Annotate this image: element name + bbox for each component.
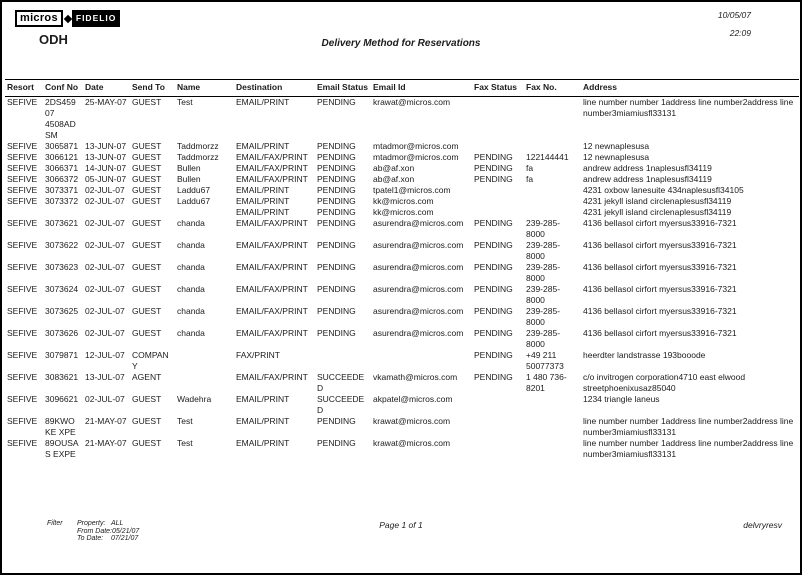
cell: EMAIL/FAX/PRINT: [236, 174, 308, 184]
cell: 4136 bellasol cirfort myersus33916-7321: [583, 284, 737, 294]
cell: chanda: [177, 218, 205, 228]
cell: 4136 bellasol cirfort myersus33916-7321: [583, 240, 737, 250]
cell: [83, 207, 130, 218]
cell: PENDING: [317, 306, 356, 316]
cell: FAX/PRINT: [236, 350, 280, 360]
cell: 05-JUN-07: [85, 174, 127, 184]
cell: andrew address 1naplesusfl34119: [583, 174, 712, 184]
table-row: [5, 328, 799, 350]
cell: 12 newnaplesusa: [583, 141, 650, 151]
report-time: 22:09: [729, 28, 751, 38]
cell: [472, 207, 524, 218]
cell: [524, 97, 581, 142]
cell: EMAIL/PRINT: [236, 394, 290, 404]
column-header-resort: Resort: [5, 80, 43, 97]
cell: 3073621: [45, 218, 79, 228]
cell: 02-JUL-07: [85, 196, 125, 206]
cell: GUEST: [132, 438, 162, 448]
cell: [524, 141, 581, 152]
cell: 4231 oxbow lanesuite 434naplesusfl34105: [583, 185, 744, 195]
cell: 02-JUL-07: [85, 394, 125, 404]
cell: EMAIL/PRINT: [236, 416, 290, 426]
cell: 239-285-8000: [526, 240, 561, 261]
cell: [315, 350, 371, 372]
cell: [524, 416, 581, 438]
logo-diamond-icon: [64, 14, 72, 22]
cell: EMAIL/PRINT: [236, 196, 290, 206]
cell: 1 480 736-8201: [526, 372, 567, 393]
cell: [472, 438, 524, 460]
cell: 3073626: [45, 328, 79, 338]
cell: 3066371: [45, 163, 79, 173]
cell: PENDING: [474, 284, 513, 294]
cell: [524, 185, 581, 196]
column-header-address: Address: [581, 80, 799, 97]
cell: vkamath@micros.com: [373, 372, 458, 382]
cell: GUEST: [132, 152, 162, 162]
cell: [43, 207, 83, 218]
table-row: [5, 218, 799, 240]
table-row: [5, 372, 799, 394]
app-name: ODH: [39, 32, 68, 47]
column-header-date: Date: [83, 80, 130, 97]
cell: chanda: [177, 284, 205, 294]
cell: 13-JUN-07: [85, 141, 127, 151]
cell: 3065871: [45, 141, 79, 151]
cell: 3083621: [45, 372, 79, 382]
filter-from-date-label: From Date:: [77, 527, 113, 535]
cell: 13-JUN-07: [85, 152, 127, 162]
report-title: Delivery Method for Reservations: [321, 38, 481, 49]
cell: 122144441: [526, 152, 569, 162]
cell: line number number 1address line number2address line number3miamiusfl33131: [583, 438, 794, 459]
cell: Test: [177, 416, 193, 426]
cell: [175, 372, 234, 394]
cell: GUEST: [132, 240, 162, 250]
cell: 239-285-8000: [526, 262, 561, 283]
cell: [5, 207, 43, 218]
cell: GUEST: [132, 185, 162, 195]
cell: Laddu67: [177, 185, 211, 195]
cell: PENDING: [317, 185, 356, 195]
table-row: [5, 306, 799, 328]
cell: Test: [177, 438, 193, 448]
cell: asurendra@micros.com: [373, 218, 464, 228]
cell: PENDING: [317, 438, 356, 448]
logo-micros-text: micros: [15, 10, 63, 27]
cell: EMAIL/FAX/PRINT: [236, 218, 308, 228]
cell: mtadmor@micros.com: [373, 152, 459, 162]
cell: asurendra@micros.com: [373, 306, 464, 316]
cell: 4136 bellasol cirfort myersus33916-7321: [583, 306, 737, 316]
cell: heerdter landstrasse 193booode: [583, 350, 706, 360]
cell: SEFIVE: [7, 372, 38, 382]
cell: [472, 196, 524, 207]
cell: GUEST: [132, 196, 162, 206]
cell: GUEST: [132, 416, 162, 426]
cell: GUEST: [132, 174, 162, 184]
cell: chanda: [177, 328, 205, 338]
table-row: [5, 394, 799, 416]
cell: GUEST: [132, 218, 162, 228]
cell: kk@micros.com: [373, 207, 434, 217]
table-row: [5, 185, 799, 196]
cell: PENDING: [317, 174, 356, 184]
cell: [371, 350, 472, 372]
cell: Laddu67: [177, 196, 211, 206]
cell: EMAIL/FAX/PRINT: [236, 163, 308, 173]
cell: fa: [526, 174, 534, 184]
cell: PENDING: [474, 372, 513, 382]
table-row: [5, 262, 799, 284]
table-row: [5, 416, 799, 438]
table-row: [5, 163, 799, 174]
cell: 21-MAY-07: [85, 438, 127, 448]
cell: PENDING: [317, 328, 356, 338]
cell: SEFIVE: [7, 394, 38, 404]
cell: PENDING: [474, 306, 513, 316]
filter-from-date-value: 05/21/07: [112, 527, 140, 535]
page-number: Page 1 of 1: [379, 520, 423, 530]
cell: SEFIVE: [7, 306, 38, 316]
table-row: [5, 284, 799, 306]
micros-fidelio-logo: [15, 10, 120, 27]
cell: SEFIVE: [7, 174, 38, 184]
cell: line number number 1address line number2address line number3miamiusfl33131: [583, 97, 794, 118]
cell: 3073623: [45, 262, 79, 272]
cell: kk@micros.com: [373, 196, 434, 206]
cell: PENDING: [317, 141, 356, 151]
cell: SEFIVE: [7, 262, 38, 272]
cell: 3073624: [45, 284, 79, 294]
cell: Test: [177, 97, 193, 107]
cell: SEFIVE: [7, 416, 38, 426]
cell: 25-MAY-07: [85, 97, 127, 107]
cell: asurendra@micros.com: [373, 262, 464, 272]
cell: [472, 394, 524, 416]
cell: SEFIVE: [7, 350, 38, 360]
column-header-name: Name: [175, 80, 234, 97]
cell: [130, 207, 175, 218]
cell: EMAIL/FAX/PRINT: [236, 262, 308, 272]
cell: PENDING: [317, 240, 356, 250]
cell: krawat@micros.com: [373, 97, 451, 107]
cell: 12-JUL-07: [85, 350, 125, 360]
cell: 3073625: [45, 306, 79, 316]
cell: PENDING: [317, 284, 356, 294]
cell: EMAIL/FAX/PRINT: [236, 306, 308, 316]
cell: 02-JUL-07: [85, 284, 125, 294]
cell: SUCCEEDED: [317, 372, 365, 393]
cell: PENDING: [317, 152, 356, 162]
cell: PENDING: [474, 218, 513, 228]
cell: EMAIL/FAX/PRINT: [236, 152, 308, 162]
cell: 4231 jekyll island circlenaplesusfl34119: [583, 207, 732, 217]
cell: PENDING: [317, 163, 356, 173]
filter-property-value: ALL: [111, 520, 124, 527]
cell: PENDING: [474, 328, 513, 338]
cell: AGENT: [132, 372, 162, 382]
table-row: [5, 97, 799, 142]
cell: ab@af.xon: [373, 163, 415, 173]
cell: SEFIVE: [7, 152, 38, 162]
cell: 3079871: [45, 350, 79, 360]
cell: krawat@micros.com: [373, 416, 451, 426]
cell: [524, 438, 581, 460]
cell: 3066121: [45, 152, 79, 162]
column-header-destination: Destination: [234, 80, 315, 97]
cell: Bullen: [177, 174, 201, 184]
filter-to-date-line: [77, 535, 139, 543]
cell: PENDING: [317, 196, 356, 206]
cell: 3073371: [45, 185, 79, 195]
cell: 14-JUN-07: [85, 163, 127, 173]
cell: SEFIVE: [7, 196, 38, 206]
column-header-fax-status: Fax Status: [472, 80, 524, 97]
cell: asurendra@micros.com: [373, 284, 464, 294]
cell: 4136 bellasol cirfort myersus33916-7321: [583, 262, 737, 272]
cell: 02-JUL-07: [85, 328, 125, 338]
cell: PENDING: [474, 262, 513, 272]
cell: +49 211 50077373: [526, 350, 564, 371]
cell: GUEST: [132, 141, 162, 151]
cell: SEFIVE: [7, 97, 38, 107]
cell: 4231 jekyll island circlenaplesusfl34119: [583, 196, 732, 206]
cell: GUEST: [132, 262, 162, 272]
cell: EMAIL/FAX/PRINT: [236, 372, 308, 382]
cell: SEFIVE: [7, 438, 38, 448]
cell: SEFIVE: [7, 218, 38, 228]
cell: PENDING: [474, 350, 513, 360]
table-row: [5, 174, 799, 185]
cell: SEFIVE: [7, 185, 38, 195]
cell: chanda: [177, 306, 205, 316]
cell: [524, 207, 581, 218]
logo-fidelio-text: FIDELIO: [72, 10, 121, 27]
cell: [175, 207, 234, 218]
cell: 3073372: [45, 196, 79, 206]
cell: tpatel1@micros.com: [373, 185, 451, 195]
table-row: [5, 350, 799, 372]
cell: [472, 185, 524, 196]
cell: 239-285-8000: [526, 284, 561, 305]
cell: 89KWOKE XPE: [45, 416, 76, 437]
cell: 239-285-8000: [526, 306, 561, 327]
table-row: [5, 196, 799, 207]
cell: SEFIVE: [7, 328, 38, 338]
cell: 02-JUL-07: [85, 306, 125, 316]
filter-to-date-value: 07/21/07: [111, 535, 139, 542]
cell: 3066372: [45, 174, 79, 184]
cell: PENDING: [317, 218, 356, 228]
cell: Taddmorzz: [177, 152, 219, 162]
cell: PENDING: [317, 207, 356, 217]
column-header-send-to: Send To: [130, 80, 175, 97]
cell: PENDING: [317, 262, 356, 272]
cell: EMAIL/PRINT: [236, 141, 290, 151]
cell: Taddmorzz: [177, 141, 219, 151]
cell: 4136 bellasol cirfort myersus33916-7321: [583, 328, 737, 338]
cell: asurendra@micros.com: [373, 240, 464, 250]
cell: 02-JUL-07: [85, 185, 125, 195]
table-row: [5, 240, 799, 262]
cell: PENDING: [317, 416, 356, 426]
cell: PENDING: [474, 152, 513, 162]
table-header-row: [5, 80, 799, 97]
cell: [472, 416, 524, 438]
cell: EMAIL/PRINT: [236, 185, 290, 195]
cell: SUCCEEDED: [317, 394, 365, 415]
cell: andrew address 1naplesusfl34119: [583, 163, 712, 173]
cell: EMAIL/PRINT: [236, 207, 290, 217]
column-header-email-status: Email Status: [315, 80, 371, 97]
cell: 21-MAY-07: [85, 416, 127, 426]
cell: mtadmor@micros.com: [373, 141, 459, 151]
report-file-name: delvryresv: [743, 520, 782, 530]
cell: PENDING: [474, 240, 513, 250]
table-body: [5, 97, 799, 461]
cell: PENDING: [474, 174, 513, 184]
cell: GUEST: [132, 97, 162, 107]
column-header-conf-no: Conf No: [43, 80, 83, 97]
cell: c/o invitrogen corporation4710 east elwood streetphoenixusaz85040: [583, 372, 746, 393]
cell: 3073622: [45, 240, 79, 250]
cell: 2DS45907 4508ADSM: [45, 97, 76, 140]
column-header-email-id: Email Id: [371, 80, 472, 97]
cell: EMAIL/FAX/PRINT: [236, 240, 308, 250]
cell: SEFIVE: [7, 141, 38, 151]
cell: asurendra@micros.com: [373, 328, 464, 338]
cell: SEFIVE: [7, 163, 38, 173]
cell: 239-285-8000: [526, 328, 561, 349]
cell: chanda: [177, 262, 205, 272]
cell: [472, 141, 524, 152]
cell: 13-JUL-07: [85, 372, 125, 382]
cell: COMPANY: [132, 350, 169, 371]
cell: [175, 350, 234, 372]
cell: Bullen: [177, 163, 201, 173]
cell: line number number 1address line number2address line number3miamiusfl33131: [583, 416, 794, 437]
table-row: [5, 152, 799, 163]
cell: GUEST: [132, 394, 162, 404]
table-row: [5, 141, 799, 152]
cell: 4136 bellasol cirfort myersus33916-7321: [583, 218, 737, 228]
cell: PENDING: [317, 97, 356, 107]
cell: 02-JUL-07: [85, 240, 125, 250]
cell: SEFIVE: [7, 284, 38, 294]
cell: fa: [526, 163, 534, 173]
cell: [524, 394, 581, 416]
cell: SEFIVE: [7, 240, 38, 250]
column-header-fax-no-: Fax No.: [524, 80, 581, 97]
cell: krawat@micros.com: [373, 438, 451, 448]
filter-property-label: Property:: [77, 520, 106, 527]
cell: GUEST: [132, 328, 162, 338]
cell: 12 newnaplesusa: [583, 152, 650, 162]
cell: 3096621: [45, 394, 79, 404]
cell: 239-285-8000: [526, 218, 561, 239]
table-row: [5, 438, 799, 460]
report-table: [5, 79, 799, 460]
cell: akpatel@micros.com: [373, 394, 453, 404]
filter-to-date-label: To Date:: [77, 535, 104, 542]
cell: 02-JUL-07: [85, 218, 125, 228]
cell: EMAIL/FAX/PRINT: [236, 284, 308, 294]
cell: PENDING: [474, 163, 513, 173]
cell: 89OUSAS EXPE: [45, 438, 79, 459]
cell: EMAIL/PRINT: [236, 97, 290, 107]
cell: [472, 97, 524, 142]
table-row: [5, 207, 799, 218]
cell: chanda: [177, 240, 205, 250]
cell: GUEST: [132, 163, 162, 173]
cell: GUEST: [132, 284, 162, 294]
cell: 1234 triangle laneus: [583, 394, 660, 404]
cell: [524, 196, 581, 207]
filter-label: Filter: [47, 520, 63, 527]
report-date: 10/05/07: [717, 10, 751, 20]
cell: GUEST: [132, 306, 162, 316]
cell: ab@af.xon: [373, 174, 415, 184]
cell: EMAIL/FAX/PRINT: [236, 328, 308, 338]
cell: EMAIL/PRINT: [236, 438, 290, 448]
cell: 02-JUL-07: [85, 262, 125, 272]
cell: Wadehra: [177, 394, 212, 404]
